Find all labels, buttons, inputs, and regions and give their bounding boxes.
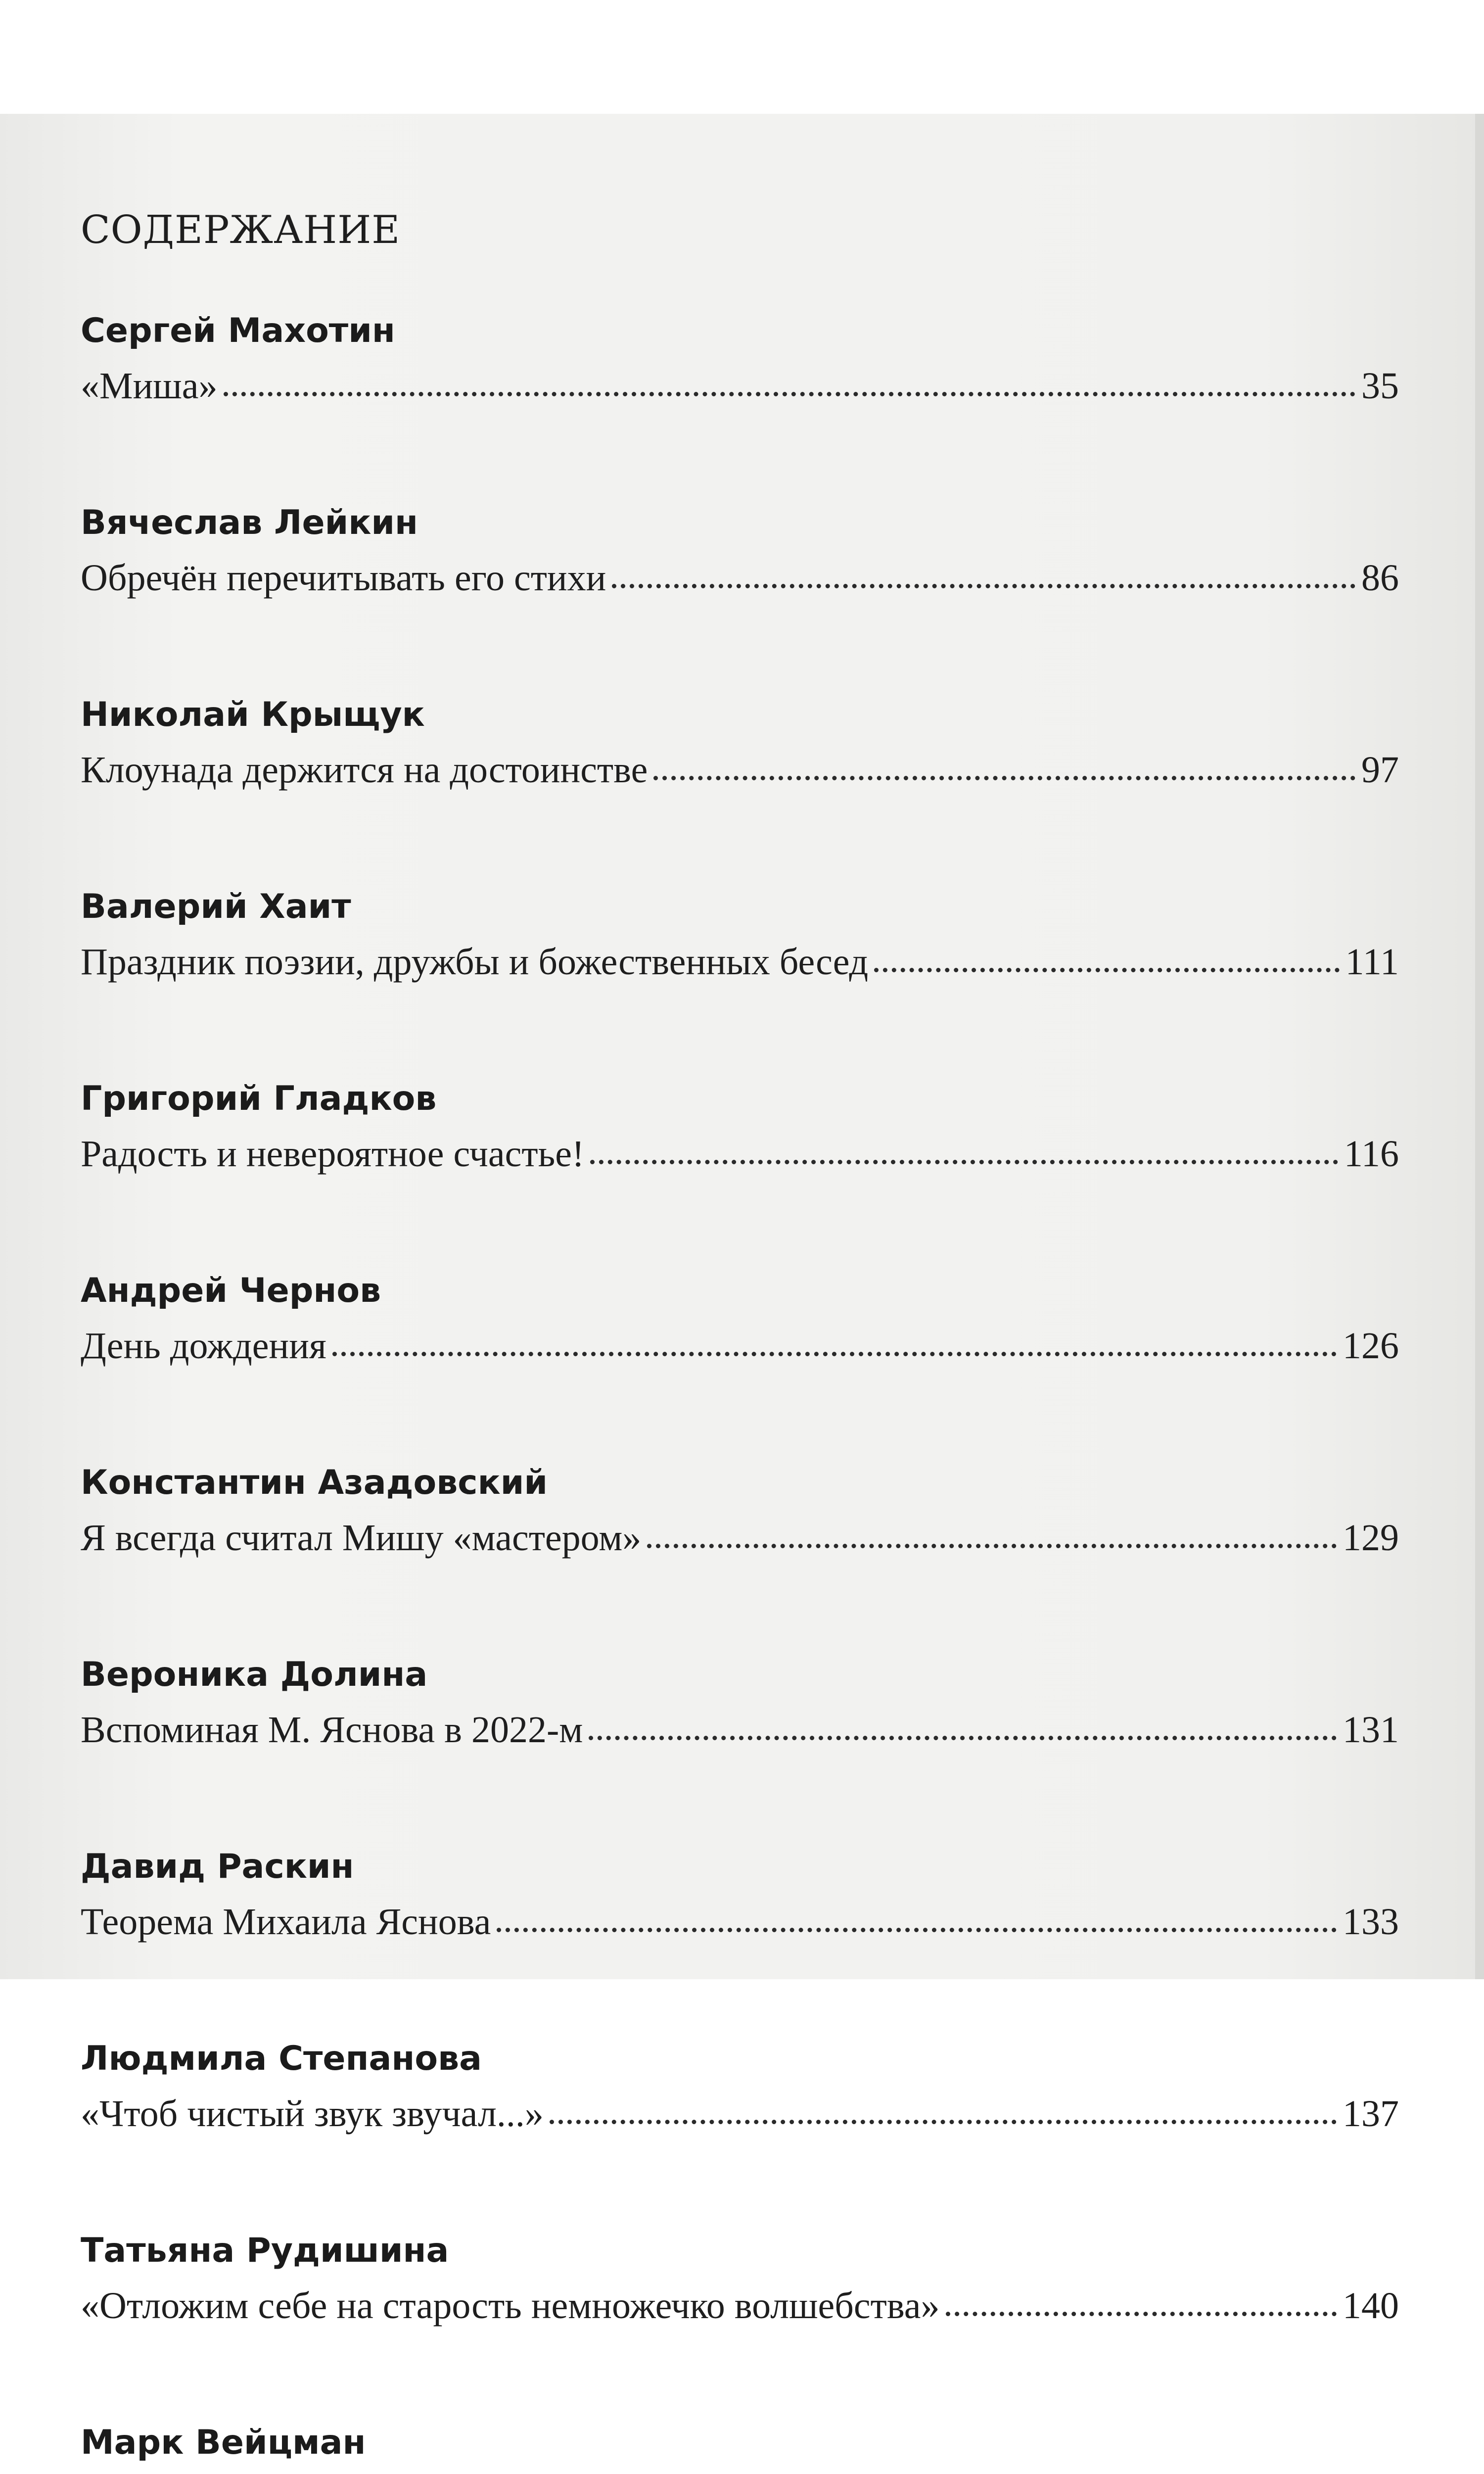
- entry-line: [81, 364, 1399, 408]
- dot-leader: [590, 1159, 1338, 1164]
- dot-leader: [946, 2311, 1337, 2316]
- entry-line: [81, 748, 1399, 792]
- entry-page-number: 116: [1344, 1133, 1399, 1175]
- entry-page-number: 129: [1343, 1517, 1399, 1559]
- dot-leader: [497, 1927, 1337, 1932]
- page-edge-shadow: [1475, 114, 1484, 1979]
- entry-title: Вспоминая М. Яснова в 2022-м: [81, 1709, 583, 1751]
- entry-title: «Чтоб чистый звук звучал...»: [81, 2093, 544, 2135]
- entry-author: Константин Азадовский: [81, 1463, 548, 1502]
- toc-entry: [81, 1079, 1399, 1271]
- background-margin: [0, 0, 1484, 114]
- toc-entry: [81, 1271, 1399, 1463]
- entry-line: [81, 1708, 1399, 1752]
- toc-entry: [81, 1463, 1399, 1655]
- entry-line: [81, 2284, 1399, 2328]
- toc-entry: [81, 2423, 1399, 2474]
- dot-leader: [224, 391, 1355, 396]
- entry-title: Обречён перечитывать его стихи: [81, 557, 606, 599]
- entry-title: Клоунада держится на достоинстве: [81, 749, 648, 791]
- entry-author: Сергей Махотин: [81, 311, 395, 350]
- dot-leader: [612, 583, 1355, 588]
- entry-page-number: 86: [1361, 557, 1399, 599]
- entry-title: День дождения: [81, 1325, 326, 1367]
- entry-line: [81, 1516, 1399, 1560]
- entry-author: Людмила Степанова: [81, 2039, 482, 2078]
- table-of-contents: [81, 208, 1399, 2474]
- toc-entry: [81, 695, 1399, 887]
- entry-author: Вероника Долина: [81, 1655, 428, 1694]
- entry-page-number: 133: [1343, 1901, 1399, 1943]
- entry-title: Праздник поэзии, дружбы и божественных бесед: [81, 941, 869, 983]
- toc-entry: [81, 2039, 1399, 2231]
- entry-author: Давид Раскин: [81, 1847, 354, 1886]
- dot-leader: [589, 1735, 1337, 1740]
- entry-page-number: 126: [1343, 1325, 1399, 1367]
- entry-line: [81, 1900, 1399, 1944]
- toc-entry: [81, 1655, 1399, 1847]
- contents-heading: СОДЕРЖАНИЕ: [81, 208, 401, 252]
- entry-author: Андрей Чернов: [81, 1271, 381, 1310]
- entry-line: [81, 1324, 1399, 1368]
- entry-page-number: 35: [1361, 365, 1399, 407]
- entry-line: [81, 940, 1399, 984]
- dot-leader: [653, 775, 1355, 780]
- entry-title: «Миша»: [81, 365, 218, 407]
- entry-title: Теорема Михаила Яснова: [81, 1901, 491, 1943]
- entry-line: [81, 2092, 1399, 2136]
- entry-author: Марк Вейцман: [81, 2423, 366, 2462]
- dot-leader: [550, 2119, 1337, 2124]
- entry-author: Вячеслав Лейкин: [81, 503, 418, 542]
- entry-title: Радость и невероятное счастье!: [81, 1133, 585, 1175]
- entry-page-number: 140: [1343, 2285, 1399, 2327]
- entry-line: [81, 1132, 1399, 1176]
- entry-page-number: 97: [1361, 749, 1399, 791]
- toc-entry: [81, 311, 1399, 503]
- entry-title: «Отложим себе на старость немножечко волшебства»: [81, 2285, 940, 2327]
- entry-author: Григорий Гладков: [81, 1079, 437, 1118]
- entry-page-number: 131: [1343, 1709, 1399, 1751]
- dot-leader: [874, 967, 1340, 972]
- toc-entry: [81, 1847, 1399, 2039]
- toc-entry: [81, 2231, 1399, 2423]
- entry-author: Николай Крыщук: [81, 695, 425, 734]
- toc-entry: [81, 503, 1399, 695]
- entry-author: Валерий Хаит: [81, 887, 351, 926]
- entry-author: Татьяна Рудишина: [81, 2231, 449, 2270]
- entry-title: Я всегда считал Мишу «мастером»: [81, 1517, 642, 1559]
- entry-line: [81, 556, 1399, 600]
- entry-page-number: 137: [1343, 2093, 1399, 2135]
- toc-entry: [81, 887, 1399, 1079]
- dot-leader: [332, 1351, 1337, 1356]
- entry-page-number: 111: [1345, 941, 1399, 983]
- dot-leader: [647, 1543, 1337, 1548]
